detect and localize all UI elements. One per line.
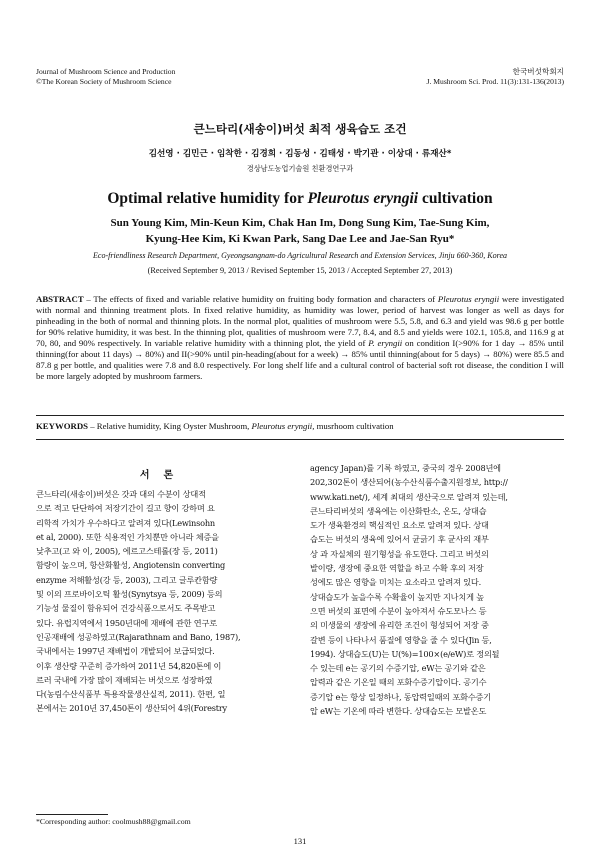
- title-korean: 큰느타리(새송이)버섯 최적 생육습도 조건: [193, 122, 407, 136]
- body-line: 인공재배에 성공하였고(Rajarathnam and Bano, 1987),: [36, 631, 241, 642]
- body-line: 202,302톤이 생산되어(농수산식품수출지원정보, http://: [310, 477, 508, 488]
- body-line: 압 eW는 기온에 따라 변한다. 상대습도는 모발온도: [310, 706, 487, 717]
- body-line: 국내에서는 1997년 재배법이 개발되어 보급되었다.: [36, 646, 215, 657]
- body-line: et al, 2000). 또한 식용적인 가치뿐만 아니라 체증을: [36, 531, 219, 542]
- abstract-species-1: Pleurotus eryngii: [437, 294, 500, 304]
- journal-copyright: ©The Korean Society of Mushroom Science: [36, 77, 172, 86]
- body-line: 상 과 자실체의 원기형성을 유도한다. 그리고 버섯의: [310, 548, 489, 559]
- keywords-text-1: – Relative humidity, King Oyster Mushroom,: [88, 421, 252, 431]
- body-line: 본에서는 2010년 37,450톤이 생산되어 4위(Forestry: [36, 703, 227, 714]
- body-line: 르러 국내에 가장 많이 재배되는 버섯으로 성장하였: [36, 674, 213, 685]
- body-left-column: [36, 487, 294, 716]
- abstract-text-3: on condition I(>90% for 1 day → 85% until thinning(for about 11 days) → 80%) and II(>90% until pin-heading(about for a week) → 85% until thinning(about for 5 days) → 80%) were 85.5 and 87.8 g per bottle, and qualities were 7.8 and 8.0 respectively. For long shelf life and a cultural control of bacterial soft rot disease, the condition I will be more largely adopted by mushroom farmers.: [36, 338, 564, 381]
- body-line: 함량이 높으며, 항산화활성, Angiotensin converting: [36, 560, 226, 571]
- body-line: 큰느타리(새송이)버섯은 갓과 대의 수분이 상대적: [36, 489, 206, 499]
- body-line: 도가 생육환경의 핵심적인 요소로 알려져 있다. 상대: [310, 520, 489, 531]
- footnote: *Corresponding author: coolmush88@gmail.com: [36, 817, 191, 826]
- journal-name-ko: 한국버섯학회지: [512, 67, 564, 76]
- keywords-label: KEYWORDS: [36, 421, 89, 431]
- journal-name: Journal of Mushroom Science and Production: [36, 67, 176, 76]
- abstract-text-2: were investigated with normal and thinning treatment plots. In fixed relative humidity, as humidity was lower, period of harvest was longer as well as days for pinheading in the both of normal and thinning plots. In the normal plot, qualities of mushroom were 5.5, 5.8, and 6.3 and yield was 98.6 g per bottle for 90% relative humidity, it was best. In the thinning plot, qualities of mushroom were 7.7, 8.4, and 8.5 and yields were 102.1, 105.8, and 116.9 g at 70, 80, and 90% respectively. In variable relative humidity with a thinning plot, the yield of: [36, 294, 564, 348]
- section-heading-introduction: 서론: [139, 470, 188, 481]
- body-line: 성에도 많은 영향을 미치는 요소라고 알려져 있다.: [310, 577, 482, 588]
- keywords: [36, 421, 564, 431]
- title-english-suffix: cultivation: [418, 190, 493, 207]
- body-line: 압력과 같은 기온일 때의 포화수증기압이다. 공기수: [310, 677, 487, 688]
- keywords-bottom-rule: [36, 439, 564, 440]
- title-english-species: Pleurotus eryngii: [307, 190, 419, 207]
- affiliation-korean: 경상남도농업기술원 친환경연구과: [246, 164, 354, 173]
- journal-header-left: [36, 67, 175, 87]
- authors-korean: 김선영 · 김민근 · 임착한 · 김경희 · 김동성 · 김태성 · 박기관 · 이상대 · 류재산*: [148, 149, 452, 159]
- body-line: 으로 적고 단단하여 저장기간이 길고 향이 강하며 요: [36, 503, 215, 514]
- title-english: [0, 190, 600, 208]
- body-line: 이후 생산량 꾸준히 증가하여 2011년 54,820톤에 이: [36, 660, 222, 671]
- abstract-label: ABSTRACT: [36, 294, 84, 304]
- journal-header-right: [427, 67, 564, 87]
- body-line: 으면 버섯의 표면에 수분이 높아져서 슈도모나스 등: [310, 605, 487, 616]
- received-dates: (Received September 9, 2013 / Revised September 15, 2013 / Accepted September 27, 2013): [147, 266, 453, 275]
- body-line: 발이량, 생장에 중요한 역할을 하고 수확 후의 저장: [310, 563, 484, 574]
- body-line: 기능성 물질이 함유되어 건강식품으로서도 주목받고: [36, 603, 216, 614]
- affiliation-english: Eco-friendliness Research Department, Gyeongsangnam-do Agricultural Research and Extension Services, Jinju 660-360, Korea: [93, 251, 507, 260]
- body-line: 의 미생물의 생장에 유리한 조건이 형성되어 저장 중: [310, 620, 489, 631]
- body-line: 증기압 e는 항상 일정하나, 동압력일때의 포화수증기: [310, 691, 491, 702]
- body-line: 큰느타리버섯의 생육에는 이산화탄소, 온도, 상대습: [310, 505, 487, 516]
- body-line: 습도는 버섯의 생육에 있어서 균긁기 후 균사의 재부: [310, 534, 489, 545]
- body-line: 다(농림수산식품부 특용작물생산실적, 2011). 한편, 일: [36, 689, 226, 700]
- body-line: 1994). 상대습도(U)는 U(%)=100×(e/eW)로 정의될: [310, 648, 500, 659]
- body-line: 및 이의 프로바이오틱 활성(Synytsya 등, 2009) 등의: [36, 589, 223, 600]
- abstract-species-2: P. eryngii: [368, 338, 403, 348]
- page-number: 131: [293, 836, 307, 846]
- authors-english-line1: Sun Young Kim, Min-Keun Kim, Chak Han Im, Dong Sung Kim, Tae-Sung Kim,: [110, 217, 490, 229]
- keywords-text-2: musrhoom cultivation: [314, 421, 394, 431]
- body-line: 있다. 유럽지역에서 1950년대에 재배에 관한 연구로: [36, 617, 217, 628]
- abstract: [36, 294, 564, 382]
- body-line: www.kati.net/), 세계 최대의 생산국으로 알려져 있는데,: [310, 491, 508, 502]
- authors-english: [0, 215, 600, 247]
- authors-english-line2: Kyung-Hee Kim, Ki Kwan Park, Sang Dae Lee and Jae-San Ryu*: [145, 233, 455, 245]
- body-line: enzyme 저해활성(강 등, 2003), 그리고 글루칸함량: [36, 574, 218, 585]
- body-line: 수 있는데 e는 공기의 수증기압, eW는 공기와 같은: [310, 663, 486, 674]
- keywords-species: Pleurotus eryngii,: [251, 421, 315, 431]
- journal-citation: J. Mushroom Sci. Prod. 11(3):131-136(2013): [426, 77, 564, 86]
- title-english-prefix: Optimal relative humidity for: [107, 190, 308, 207]
- body-line: 리학적 가치가 우수하다고 알려져 있다(Lewinsohn: [36, 517, 216, 528]
- body-line: 갈변 등이 나타나서 품질에 영향을 줄 수 있다(Jin 등,: [310, 634, 492, 645]
- abstract-text-1: – The effects of fixed and variable relative humidity on fruiting body formation and characters of: [83, 294, 438, 304]
- body-line: 낮추고(고 와 이, 2005), 에르고스테롤(장 등, 2011): [36, 546, 218, 557]
- keywords-top-rule: [36, 415, 564, 416]
- footnote-rule: [36, 814, 108, 815]
- body-line: agency Japan)를 기록 하였고, 중국의 경우 2008년에: [310, 463, 501, 473]
- body-line: 상대습도가 높을수록 수확율이 높지만 지나치게 높: [310, 591, 484, 602]
- body-right-column: [310, 461, 568, 718]
